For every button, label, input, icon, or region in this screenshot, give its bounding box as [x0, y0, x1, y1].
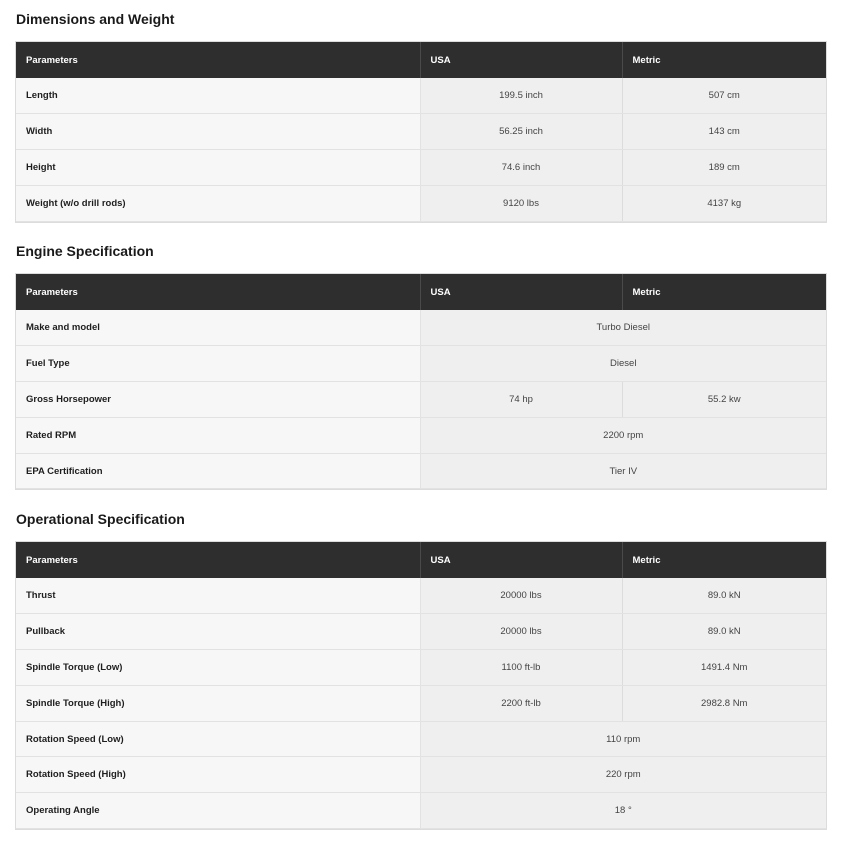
row-param: Rotation Speed (Low) — [16, 721, 420, 757]
row-merged-value: Tier IV — [420, 453, 826, 489]
header-parameters: Parameters — [16, 274, 420, 310]
row-param: Make and model — [16, 310, 420, 346]
row-param: Length — [16, 78, 420, 114]
table-row — [16, 382, 826, 418]
table-row — [16, 578, 826, 614]
header-parameters: Parameters — [16, 542, 420, 578]
row-merged-value: 110 rpm — [420, 721, 826, 757]
header-usa: USA — [420, 542, 622, 578]
table-row — [16, 346, 826, 382]
row-param: EPA Certification — [16, 453, 420, 489]
dimensions-table — [16, 42, 826, 222]
row-metric-value: 89.0 kN — [622, 614, 826, 650]
header-metric: Metric — [622, 542, 826, 578]
row-usa-value: 56.25 inch — [420, 114, 622, 150]
row-param: Spindle Torque (High) — [16, 685, 420, 721]
table-row — [16, 614, 826, 650]
row-param: Spindle Torque (Low) — [16, 650, 420, 686]
row-param: Thrust — [16, 578, 420, 614]
row-param: Gross Horsepower — [16, 382, 420, 418]
table-row — [16, 721, 826, 757]
table-header-row — [16, 274, 826, 310]
table-header-row — [16, 42, 826, 78]
table-row — [16, 417, 826, 453]
table-row — [16, 150, 826, 186]
row-param: Rated RPM — [16, 417, 420, 453]
row-param: Pullback — [16, 614, 420, 650]
row-usa-value: 20000 lbs — [420, 578, 622, 614]
table-row — [16, 310, 826, 346]
row-usa-value: 9120 lbs — [420, 185, 622, 221]
table-row — [16, 685, 826, 721]
row-param: Width — [16, 114, 420, 150]
table-row — [16, 793, 826, 829]
row-metric-value: 1491.4 Nm — [622, 650, 826, 686]
row-usa-value: 74.6 inch — [420, 150, 622, 186]
row-usa-value: 74 hp — [420, 382, 622, 418]
row-param: Operating Angle — [16, 793, 420, 829]
table-row — [16, 757, 826, 793]
header-metric: Metric — [622, 42, 826, 78]
row-metric-value: 4137 kg — [622, 185, 826, 221]
table-row — [16, 453, 826, 489]
row-usa-value: 1100 ft-lb — [420, 650, 622, 686]
row-param: Height — [16, 150, 420, 186]
section-title-engine: Engine Specification — [16, 243, 154, 259]
header-metric: Metric — [622, 274, 826, 310]
section-title-operational: Operational Specification — [16, 511, 185, 527]
row-metric-value: 143 cm — [622, 114, 826, 150]
row-param: Rotation Speed (High) — [16, 757, 420, 793]
table-row — [16, 78, 826, 114]
operational-table — [16, 542, 826, 829]
row-merged-value: 2200 rpm — [420, 417, 826, 453]
row-metric-value: 55.2 kw — [622, 382, 826, 418]
header-parameters: Parameters — [16, 42, 420, 78]
row-usa-value: 199.5 inch — [420, 78, 622, 114]
row-metric-value: 189 cm — [622, 150, 826, 186]
row-usa-value: 20000 lbs — [420, 614, 622, 650]
row-metric-value: 89.0 kN — [622, 578, 826, 614]
row-merged-value: Diesel — [420, 346, 826, 382]
row-merged-value: 18 ° — [420, 793, 826, 829]
row-usa-value: 2200 ft-lb — [420, 685, 622, 721]
table-row — [16, 185, 826, 221]
table-row — [16, 650, 826, 686]
table-row — [16, 114, 826, 150]
header-usa: USA — [420, 274, 622, 310]
row-merged-value: Turbo Diesel — [420, 310, 826, 346]
row-param: Weight (w/o drill rods) — [16, 185, 420, 221]
engine-table — [16, 274, 826, 489]
header-usa: USA — [420, 42, 622, 78]
row-metric-value: 2982.8 Nm — [622, 685, 826, 721]
table-header-row — [16, 542, 826, 578]
section-title-dimensions: Dimensions and Weight — [16, 11, 175, 27]
row-param: Fuel Type — [16, 346, 420, 382]
row-merged-value: 220 rpm — [420, 757, 826, 793]
row-metric-value: 507 cm — [622, 78, 826, 114]
